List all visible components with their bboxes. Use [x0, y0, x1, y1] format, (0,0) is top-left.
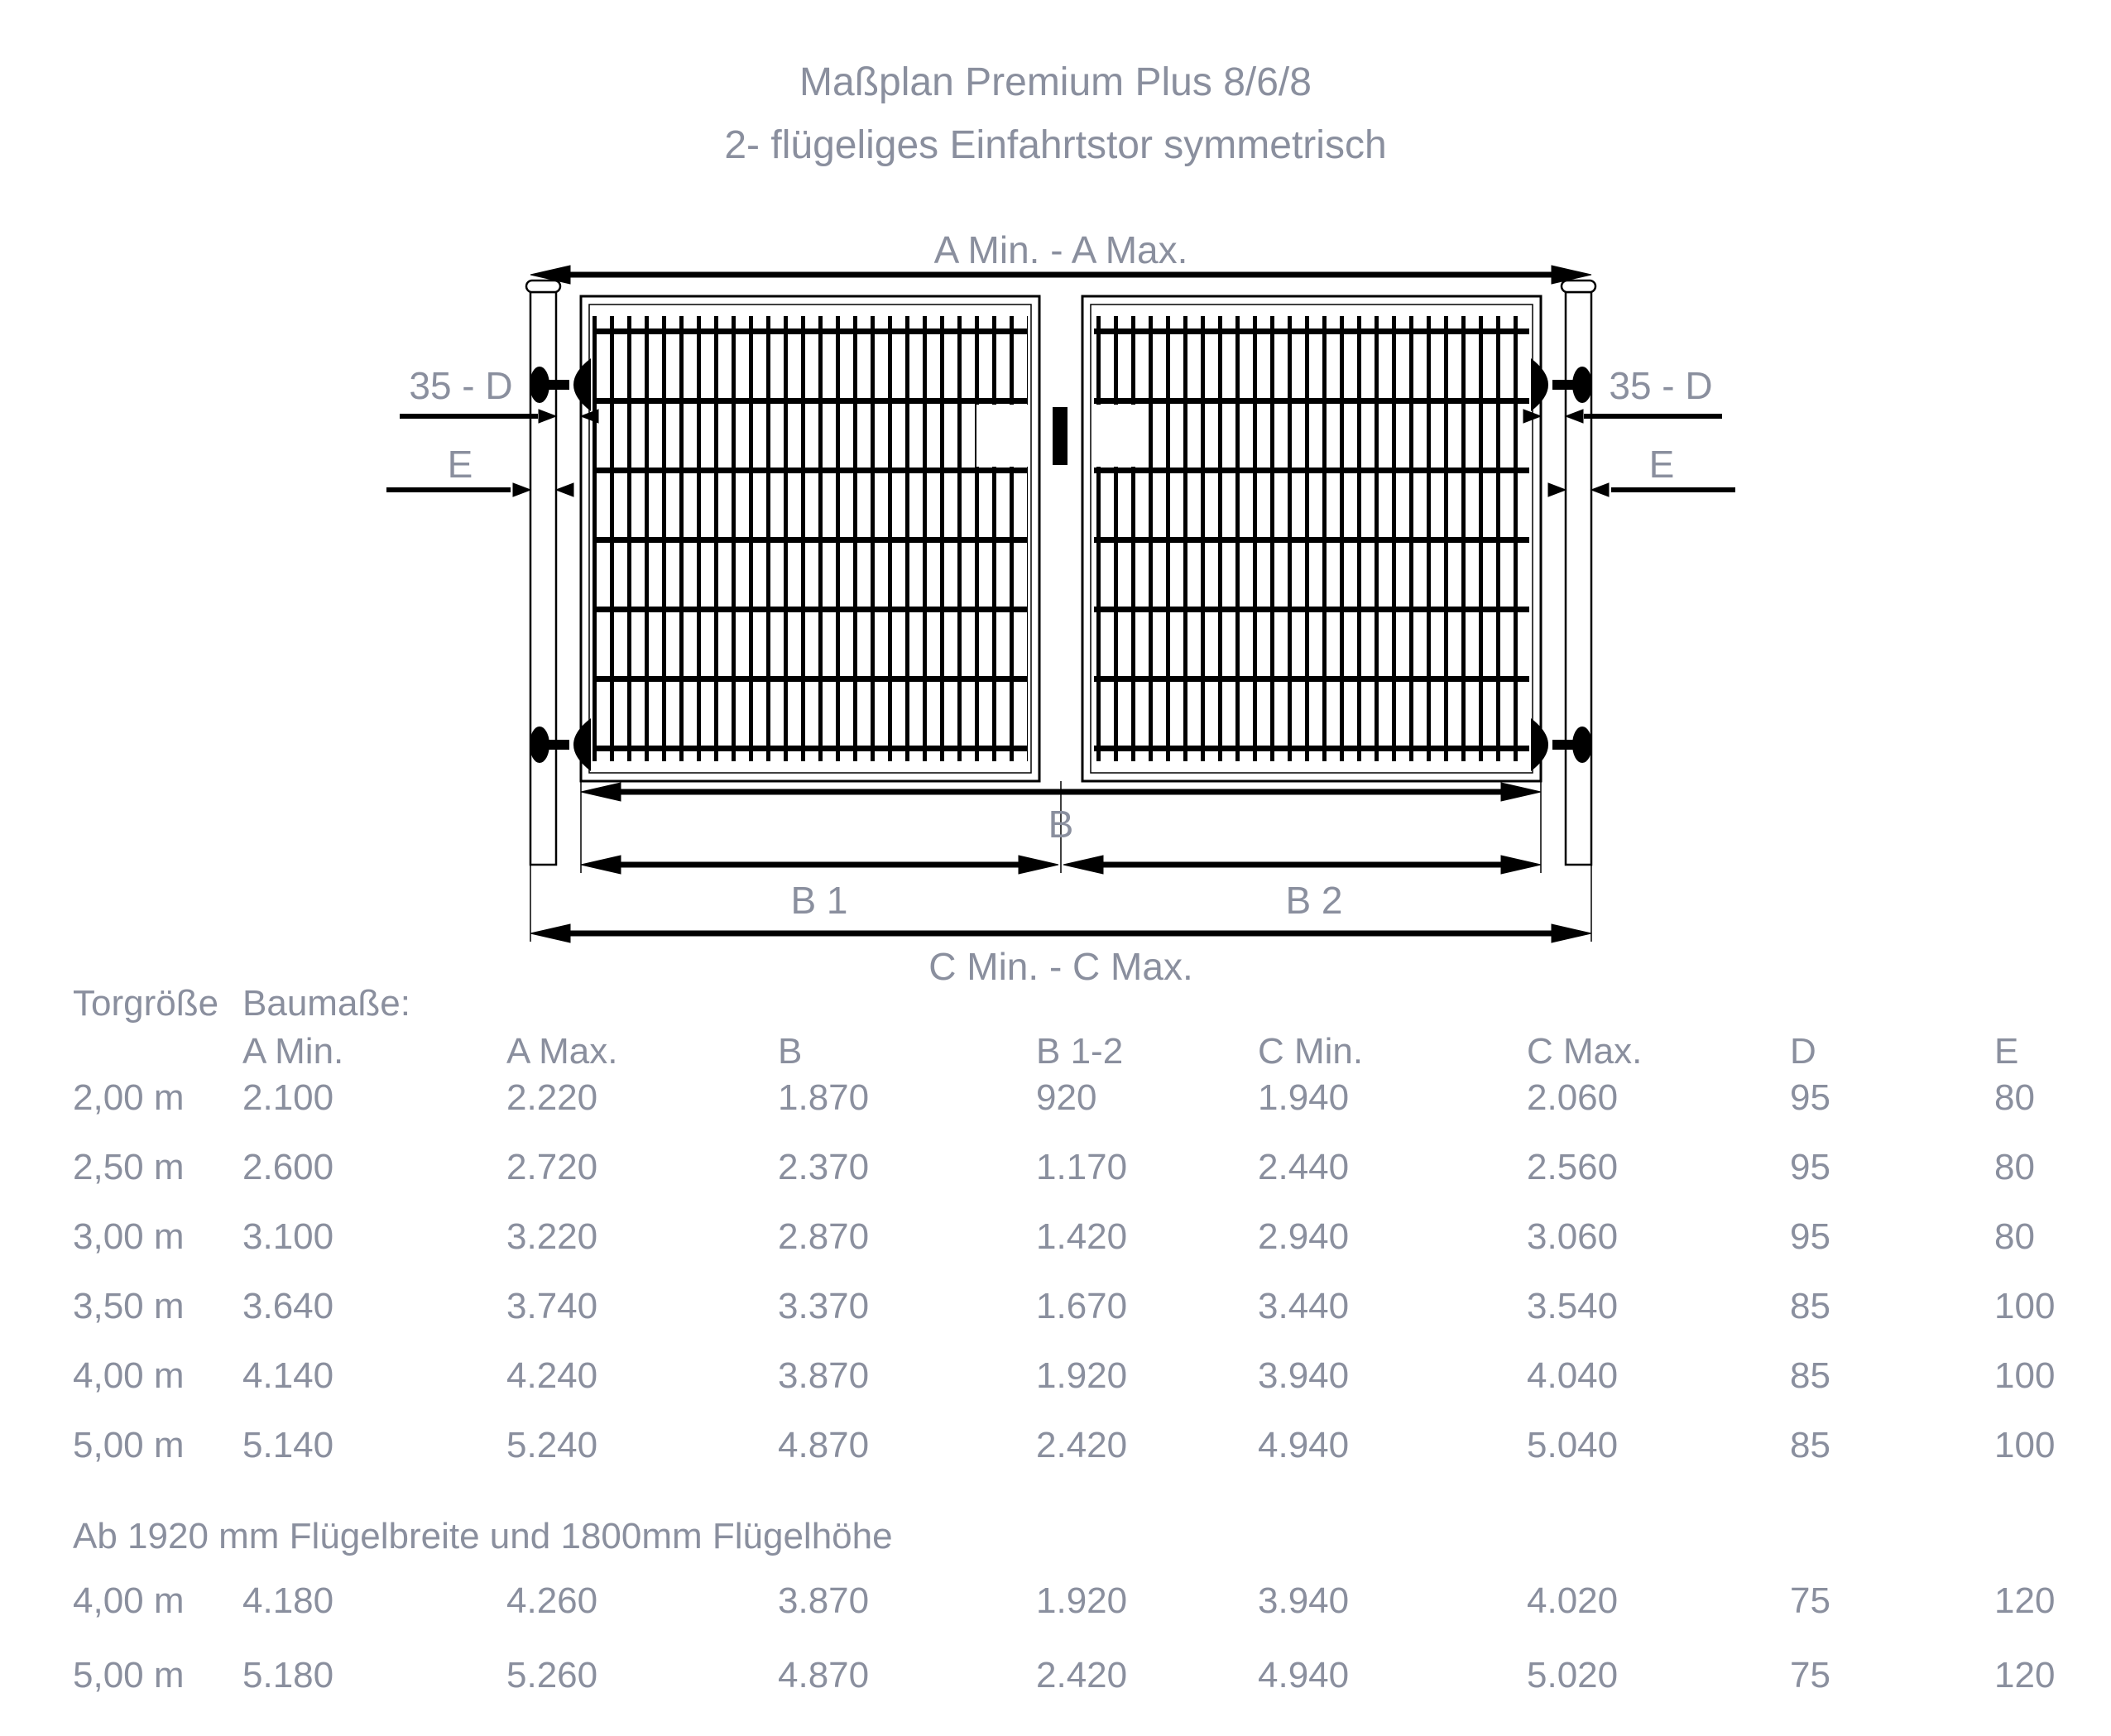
cell-c-max: 5.040 [1527, 1425, 1619, 1465]
table-row [73, 1423, 2111, 1468]
cell-b: 1.870 [778, 1077, 870, 1118]
dim-label-b2: B 2 [1285, 879, 1343, 922]
cell-a-min: 2.600 [242, 1147, 334, 1187]
cell-a-max: 3.220 [506, 1216, 598, 1257]
cell-e: 80 [1994, 1077, 2035, 1118]
cell-d: 75 [1790, 1580, 1830, 1621]
cell-e: 100 [1994, 1286, 2056, 1326]
cell-c-max: 4.040 [1527, 1355, 1619, 1396]
table-note: Ab 1920 mm Flügelbreite und 1800mm Flügelhöhe [73, 1516, 893, 1556]
cell-b: 3.370 [778, 1286, 870, 1326]
cell-c-min: 4.940 [1258, 1655, 1350, 1695]
cell-c-max: 3.060 [1527, 1216, 1619, 1257]
cell-a-min: 4.180 [242, 1580, 334, 1621]
table-group-header [73, 981, 2111, 1026]
cell-a-min: 3.640 [242, 1286, 334, 1326]
cell-a-max: 3.740 [506, 1286, 598, 1326]
cell-size: 3,00 m [73, 1216, 185, 1257]
cell-b12: 2.420 [1036, 1425, 1128, 1465]
cell-c-min: 4.940 [1258, 1425, 1350, 1465]
title-line-1: Maßplan Premium Plus 8/6/8 [799, 60, 1312, 104]
cell-d: 75 [1790, 1655, 1830, 1695]
cell-size: 2,00 m [73, 1077, 185, 1118]
cell-e: 120 [1994, 1580, 2056, 1621]
cell-size: 5,00 m [73, 1425, 185, 1465]
title-line-2: 2- flügeliges Einfahrtstor symmetrisch [724, 123, 1387, 167]
cell-b12: 920 [1036, 1077, 1097, 1118]
cell-b: 4.870 [778, 1425, 870, 1465]
torgroesse-header: Torgröße [73, 983, 219, 1024]
cell-d: 95 [1790, 1216, 1830, 1257]
cell-a-max: 4.260 [506, 1580, 598, 1621]
cell-e: 80 [1994, 1216, 2035, 1257]
cell-c-min: 1.940 [1258, 1077, 1350, 1118]
cell-size: 4,00 m [73, 1580, 185, 1621]
cell-d: 85 [1790, 1425, 1830, 1465]
cell-b: 3.870 [778, 1355, 870, 1396]
cell-a-min: 5.140 [242, 1425, 334, 1465]
cell-c-min: 3.940 [1258, 1355, 1350, 1396]
col-c-max: C Max. [1527, 1031, 1643, 1072]
cell-a-max: 5.260 [506, 1655, 598, 1695]
cell-a-max: 5.240 [506, 1425, 598, 1465]
cell-a-min: 4.140 [242, 1355, 334, 1396]
cell-b12: 1.170 [1036, 1147, 1128, 1187]
cell-c-min: 3.440 [1258, 1286, 1350, 1326]
cell-c-min: 2.440 [1258, 1147, 1350, 1187]
cell-a-min: 2.100 [242, 1077, 334, 1118]
cell-size: 5,00 m [73, 1655, 185, 1695]
dim-label-d-left: 35 - D [409, 364, 513, 407]
cell-c-min: 3.940 [1258, 1580, 1350, 1621]
cell-c-max: 2.560 [1527, 1147, 1619, 1187]
cell-a-max: 2.720 [506, 1147, 598, 1187]
col-b12: B 1-2 [1036, 1031, 1124, 1072]
gate-mesh [593, 316, 1529, 761]
table-row [73, 1579, 2111, 1623]
dim-label-c: C Min. - C Max. [928, 945, 1193, 988]
gate-lock-handle [1053, 407, 1067, 465]
table-column-header [73, 1029, 2111, 1074]
cell-c-max: 3.540 [1527, 1286, 1619, 1326]
cell-b: 2.370 [778, 1147, 870, 1187]
cell-size: 3,50 m [73, 1286, 185, 1326]
dim-label-b1: B 1 [790, 879, 848, 922]
col-a-max: A Max. [506, 1031, 618, 1072]
col-e: E [1994, 1031, 2019, 1072]
table-row [73, 1076, 2111, 1120]
cell-e: 100 [1994, 1355, 2056, 1396]
cell-b12: 1.420 [1036, 1216, 1128, 1257]
cell-d: 85 [1790, 1286, 1830, 1326]
cell-b12: 1.920 [1036, 1580, 1128, 1621]
dim-label-e-right: E [1648, 443, 1675, 486]
cell-size: 4,00 m [73, 1355, 185, 1396]
cell-d: 95 [1790, 1077, 1830, 1118]
cell-e: 100 [1994, 1425, 2056, 1465]
table-row [73, 1145, 2111, 1190]
cell-e: 120 [1994, 1655, 2056, 1695]
cell-b: 4.870 [778, 1655, 870, 1695]
cell-c-max: 4.020 [1527, 1580, 1619, 1621]
cell-a-max: 4.240 [506, 1355, 598, 1396]
cell-c-max: 2.060 [1527, 1077, 1619, 1118]
table-row [73, 1354, 2111, 1398]
cell-a-min: 5.180 [242, 1655, 334, 1695]
dim-label-a: A Min. - A Max. [933, 228, 1188, 271]
baumasse-header: Baumaße: [242, 983, 410, 1024]
cell-c-max: 5.020 [1527, 1655, 1619, 1695]
cell-b: 3.870 [778, 1580, 870, 1621]
cell-a-max: 2.220 [506, 1077, 598, 1118]
cell-c-min: 2.940 [1258, 1216, 1350, 1257]
dim-label-b: B [1048, 803, 1074, 846]
col-b: B [778, 1031, 803, 1072]
col-d: D [1790, 1031, 1816, 1072]
table-row [73, 1215, 2111, 1259]
cell-e: 80 [1994, 1147, 2035, 1187]
cell-a-min: 3.100 [242, 1216, 334, 1257]
table-row [73, 1653, 2111, 1698]
dim-label-d-right: 35 - D [1609, 364, 1713, 407]
cell-b12: 1.670 [1036, 1286, 1128, 1326]
dim-label-e-left: E [447, 443, 473, 486]
cell-d: 95 [1790, 1147, 1830, 1187]
table-row [73, 1284, 2111, 1329]
cell-size: 2,50 m [73, 1147, 185, 1187]
cell-b12: 2.420 [1036, 1655, 1128, 1695]
col-a-min: A Min. [242, 1031, 344, 1072]
cell-b: 2.870 [778, 1216, 870, 1257]
col-c-min: C Min. [1258, 1031, 1364, 1072]
cell-d: 85 [1790, 1355, 1830, 1396]
cell-b12: 1.920 [1036, 1355, 1128, 1396]
